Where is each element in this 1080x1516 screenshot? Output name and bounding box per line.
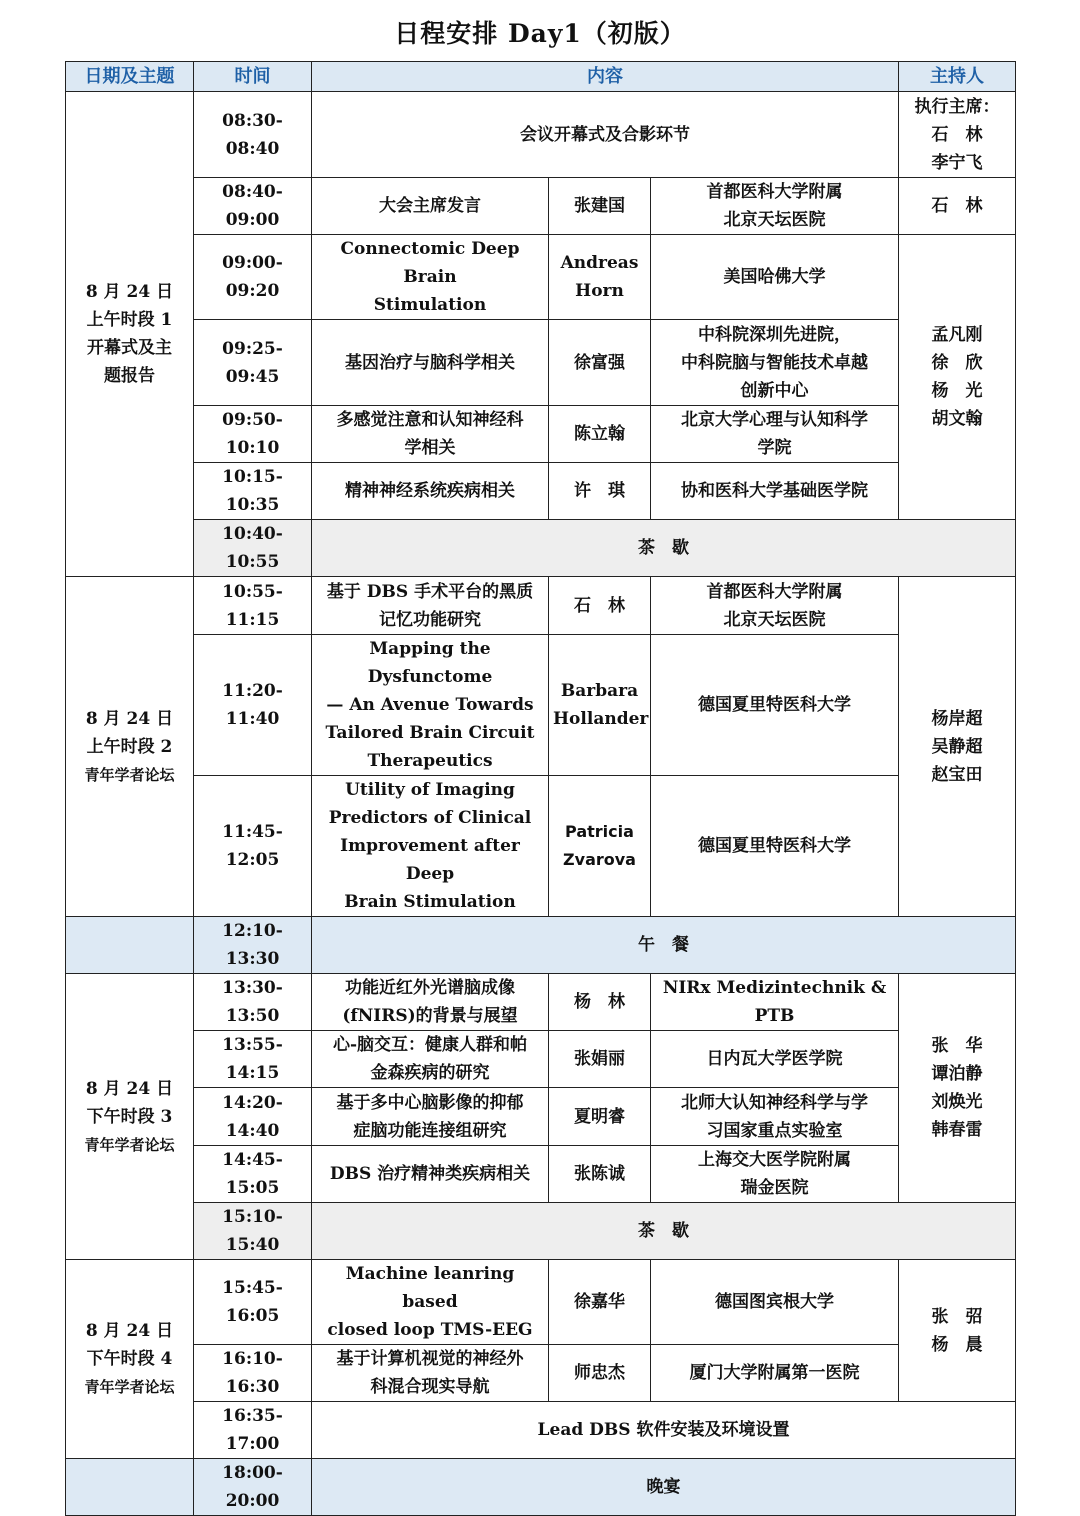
table-row [66, 320, 1016, 406]
time-cell: 11:45-12:05 [194, 776, 312, 917]
topic-cell [312, 635, 549, 776]
speaker-line: 张建国 [574, 196, 625, 216]
extra-content: Lead DBS 软件安装及环境设置 [312, 1402, 1016, 1459]
topic-line: 基于 DBS 手术平台的黑质 [326, 581, 534, 602]
table-row [66, 1031, 1016, 1088]
host-name: 谭泊静 [931, 1064, 983, 1084]
topic-cell [312, 1146, 549, 1203]
topic-cell [312, 1260, 549, 1345]
break-row [66, 520, 1016, 577]
topic-line: 多感觉注意和认知神经科 [336, 410, 524, 430]
time-cell: 13:30-13:50 [194, 974, 312, 1031]
topic-cell [312, 577, 549, 635]
speaker-line: Zvarova [563, 850, 636, 869]
speaker-cell [549, 463, 651, 520]
table-row [66, 776, 1016, 917]
time-cell: 15:10-15:40 [194, 1203, 312, 1260]
time-cell: 10:15-10:35 [194, 463, 312, 520]
table-row [66, 1146, 1016, 1203]
table-row [66, 1402, 1016, 1459]
org-cell [651, 463, 899, 520]
time-cell: 16:10-16:30 [194, 1345, 312, 1402]
topic-cell [312, 974, 549, 1031]
topic-line: closed loop TMS-EEG [327, 1320, 533, 1340]
host-name: 执行主席： [914, 96, 1000, 117]
time-cell: 14:20-14:40 [194, 1088, 312, 1146]
page-title: 日程安排 Day1（初版） [394, 19, 686, 48]
topic-line: 金森疾病的研究 [370, 1063, 490, 1083]
org-cell [651, 776, 899, 917]
topic-cell [312, 178, 549, 235]
topic-line: 基于多中心脑影像的抑郁 [336, 1092, 524, 1113]
org-line: 创新中心 [740, 380, 809, 401]
speaker-line: 张陈诚 [574, 1164, 625, 1184]
topic-line: 记忆功能研究 [379, 609, 481, 630]
session-theme: 青年学者论坛 [84, 1135, 175, 1154]
topic-line: 症脑功能连接组研究 [353, 1120, 507, 1141]
session-label [66, 1260, 194, 1459]
org-line: 厦门大学附属第一医院 [689, 1363, 860, 1383]
topic-line: 基因治疗与脑科学相关 [345, 352, 515, 373]
session-slot: 下午时段 3 [86, 1106, 173, 1127]
table-row [66, 974, 1016, 1031]
org-cell [651, 1345, 899, 1402]
table-row [66, 577, 1016, 635]
org-line: 瑞金医院 [740, 1178, 809, 1198]
speaker-line: 陈立翰 [574, 424, 625, 444]
speaker-line: 石 林 [574, 595, 625, 616]
speaker-cell [549, 1031, 651, 1088]
time-cell: 12:10-13:30 [194, 917, 312, 974]
org-line: 首都医科大学附属 [706, 581, 843, 602]
host-name: 杨岸超 [931, 708, 983, 729]
org-line: 德国图宾根大学 [715, 1292, 834, 1312]
header-time: 时间 [194, 62, 312, 92]
session-date: 8 月 24 日 [85, 708, 174, 729]
speaker-line: 徐嘉华 [574, 1292, 625, 1312]
topic-line: Machine leanring based [345, 1264, 515, 1312]
speaker-line: Andreas [560, 253, 639, 273]
table-row [66, 1345, 1016, 1402]
topic-line: Therapeutics [367, 751, 493, 771]
org-line: 北京大学心理与认知科学 [681, 410, 868, 430]
org-cell [651, 1031, 899, 1088]
time-cell: 08:40-09:00 [194, 178, 312, 235]
topic-line: Tailored Brain Circuit [325, 723, 535, 743]
host-name: 石 林 [931, 124, 983, 145]
group-host-cell [899, 1260, 1016, 1402]
time-cell: 10:55-11:15 [194, 577, 312, 635]
org-line: NIRx Medizintechnik & [662, 978, 887, 998]
speaker-line: 许 琪 [574, 481, 625, 501]
org-line: 中科院深圳先进院， [698, 324, 851, 345]
break-content: 午 餐 [312, 917, 1016, 974]
host-name: 李宁飞 [931, 152, 983, 173]
schedule-table [65, 61, 1016, 1516]
host-name: 徐 欣 [931, 353, 983, 373]
session-slot: 上午时段 2 [86, 736, 173, 757]
org-cell [651, 178, 899, 235]
time-cell: 11:20-11:40 [194, 635, 312, 776]
empty-cell [66, 1459, 194, 1516]
topic-line: Stimulation [373, 295, 487, 315]
topic-line: Brain Stimulation [344, 892, 516, 912]
topic-line: Improvement after Deep [340, 836, 520, 884]
org-cell [651, 1088, 899, 1146]
org-line: 上海交大医学院附属 [698, 1150, 851, 1170]
time-cell: 09:50-10:10 [194, 406, 312, 463]
session-theme: 开幕式及主 [87, 338, 172, 358]
org-cell [651, 235, 899, 320]
break-content: 茶 歇 [312, 520, 1016, 577]
org-line: 日内瓦大学医学院 [706, 1049, 843, 1069]
topic-line: (fNIRS)的背景与展望 [342, 1006, 518, 1026]
speaker-cell [549, 577, 651, 635]
topic-line: Connectomic Deep Brain [340, 239, 520, 287]
host-name: 赵宝田 [931, 764, 983, 785]
time-cell: 18:00-20:00 [194, 1459, 312, 1516]
topic-cell [312, 776, 549, 917]
group-host-cell [899, 974, 1016, 1203]
session-slot: 下午时段 4 [86, 1349, 173, 1369]
speaker-line: 杨 林 [574, 992, 625, 1012]
host-name: 张 弨 [931, 1306, 983, 1327]
speaker-cell [549, 1088, 651, 1146]
speaker-line: Patricia [565, 822, 634, 841]
table-row [66, 235, 1016, 320]
table-row [66, 92, 1016, 178]
host-name: 张 华 [931, 1036, 983, 1056]
session-slot: 上午时段 1 [86, 310, 173, 330]
speaker-cell [549, 320, 651, 406]
speaker-line: 师忠杰 [574, 1363, 625, 1383]
org-line: 美国哈佛大学 [723, 267, 826, 287]
time-cell: 15:45-16:05 [194, 1260, 312, 1345]
host-name: 杨 晨 [931, 1334, 983, 1355]
session-label [66, 974, 194, 1260]
topic-line: 精神神经系统疾病相关 [345, 481, 515, 501]
speaker-cell [549, 406, 651, 463]
topic-cell [312, 1088, 549, 1146]
speaker-line: Hollander [553, 709, 649, 729]
org-cell [651, 1146, 899, 1203]
speaker-line: Barbara [560, 681, 639, 701]
speaker-cell [549, 1260, 651, 1345]
topic-line: Utility of Imaging [345, 780, 515, 800]
speaker-cell [549, 178, 651, 235]
table-row [66, 406, 1016, 463]
break-row [66, 1459, 1016, 1516]
speaker-cell [549, 235, 651, 320]
table-row [66, 463, 1016, 520]
host-name: 孟凡刚 [931, 325, 983, 345]
topic-line: Mapping the Dysfunctome [367, 639, 493, 687]
host-cell: 石 林 [899, 178, 1016, 235]
topic-line: 心-脑交互：健康人群和帕 [332, 1035, 528, 1055]
break-row [66, 917, 1016, 974]
time-cell: 14:45-15:05 [194, 1146, 312, 1203]
org-cell [651, 406, 899, 463]
time-cell: 13:55-14:15 [194, 1031, 312, 1088]
topic-line: 功能近红外光谱脑成像 [345, 978, 515, 998]
topic-line: 基于计算机视觉的神经外 [336, 1349, 524, 1369]
content-cell: 会议开幕式及合影环节 [312, 92, 899, 178]
table-row [66, 1088, 1016, 1146]
session-date: 8 月 24 日 [85, 1321, 174, 1341]
session-label [66, 92, 194, 577]
host-name: 韩春雷 [931, 1120, 983, 1140]
host-cell [899, 92, 1016, 178]
speaker-cell [549, 635, 651, 776]
org-line: 德国夏里特医科大学 [698, 836, 851, 856]
topic-cell [312, 1031, 549, 1088]
header-row [66, 62, 1016, 92]
org-line: 北京天坛医院 [723, 210, 826, 230]
topic-cell [312, 235, 549, 320]
speaker-line: Horn [575, 281, 624, 301]
org-line: 北师大认知神经科学与学 [681, 1092, 868, 1113]
group-host-cell [899, 235, 1016, 520]
break-row [66, 1203, 1016, 1260]
host-name: 吴静超 [931, 736, 983, 757]
org-cell [651, 635, 899, 776]
table-row [66, 635, 1016, 776]
org-line: 德国夏里特医科大学 [698, 695, 851, 715]
topic-line: 大会主席发言 [379, 196, 481, 216]
time-cell: 10:40-10:55 [194, 520, 312, 577]
break-content: 晚宴 [312, 1459, 1016, 1516]
topic-line: — An Avenue Towards [326, 695, 534, 715]
org-line: PTB [754, 1006, 795, 1026]
session-label [66, 577, 194, 917]
org-cell [651, 320, 899, 406]
host-name: 杨 光 [931, 381, 983, 401]
header-host: 主持人 [899, 62, 1016, 92]
session-date: 8 月 24 日 [85, 282, 174, 302]
speaker-cell [549, 1345, 651, 1402]
org-line: 习国家重点实验室 [706, 1120, 843, 1141]
speaker-cell [549, 776, 651, 917]
host-name: 刘焕光 [931, 1092, 983, 1112]
topic-cell [312, 320, 549, 406]
topic-cell [312, 463, 549, 520]
time-cell: 08:30-08:40 [194, 92, 312, 178]
time-cell: 09:00-09:20 [194, 235, 312, 320]
header-content: 内容 [312, 62, 899, 92]
topic-line: Predictors of Clinical [328, 808, 532, 828]
speaker-line: 张娟丽 [574, 1049, 625, 1069]
session-theme: 青年学者论坛 [84, 765, 175, 784]
session-theme: 题报告 [104, 366, 155, 386]
time-cell: 16:35-17:00 [194, 1402, 312, 1459]
org-cell [651, 1260, 899, 1345]
header-date: 日期及主题 [66, 62, 194, 92]
table-row [66, 1260, 1016, 1345]
host-name: 胡文翰 [931, 409, 983, 429]
speaker-line: 徐富强 [574, 352, 625, 373]
org-cell [651, 577, 899, 635]
table-row [66, 178, 1016, 235]
break-content: 茶 歇 [312, 1203, 1016, 1260]
speaker-line: 夏明睿 [574, 1106, 625, 1127]
topic-line: DBS 治疗精神类疾病相关 [329, 1164, 531, 1184]
session-date: 8 月 24 日 [85, 1078, 174, 1099]
org-cell [651, 974, 899, 1031]
org-line: 北京天坛医院 [723, 609, 826, 630]
topic-cell [312, 1345, 549, 1402]
speaker-cell [549, 1146, 651, 1203]
speaker-cell [549, 974, 651, 1031]
org-line: 协和医科大学基础医学院 [681, 481, 868, 501]
topic-cell [312, 406, 549, 463]
session-theme: 青年学者论坛 [84, 1378, 175, 1396]
org-line: 首都医科大学附属 [706, 182, 843, 202]
org-line: 中科院脑与智能技术卓越 [681, 352, 868, 373]
empty-cell [66, 917, 194, 974]
topic-line: 学相关 [404, 438, 456, 458]
time-cell: 09:25-09:45 [194, 320, 312, 406]
group-host-cell [899, 577, 1016, 917]
topic-line: 科混合现实导航 [370, 1377, 490, 1397]
org-line: 学院 [757, 438, 792, 458]
